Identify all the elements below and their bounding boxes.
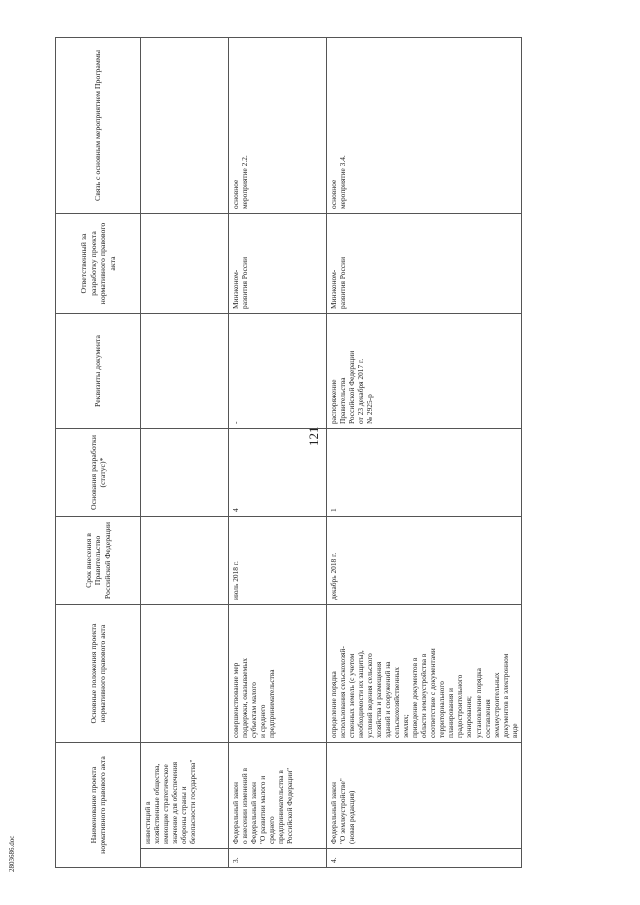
act-responsible: [141, 214, 229, 314]
act-provisions: совершенствование мер поддержки, оказываемых субъектам малого и среднего предпринимательства: [229, 605, 327, 743]
legislation-table: [55, 37, 522, 868]
act-requisites: -: [229, 314, 327, 429]
header-basis: Основания разработки (статус)*: [56, 429, 141, 517]
row-number: 3.: [229, 849, 327, 868]
act-responsible: Минэконом- развития России: [229, 214, 327, 314]
act-deadline: [141, 517, 229, 605]
act-program-link: основное мероприятие 3.4.: [327, 38, 522, 214]
header-requisites: Реквизиты документа: [56, 314, 141, 429]
act-basis: 1: [327, 429, 522, 517]
header-link: Связь с основным мероприятием Программы: [56, 38, 141, 214]
header-responsible: Ответственный за разработку проекта нормативного правового акта: [56, 214, 141, 314]
act-deadline: июль 2018 г.: [229, 517, 327, 605]
page-number: 121: [306, 426, 321, 446]
act-provisions: [141, 605, 229, 743]
act-requisites: распоряжение Правительства Российской Федерации от 23 декабря 2017 г. № 2925-р: [327, 314, 522, 429]
act-basis: 4: [229, 429, 327, 517]
footer-code: 2803686.doc: [8, 835, 16, 872]
header-name: Наименование проекта нормативного правового акта: [56, 743, 141, 868]
act-name: Федеральный закон о внесении изменений в Федеральный закон "О развитии малого и среднего предпринимательства в Российской Федерации": [229, 743, 327, 849]
act-requisites: [141, 314, 229, 429]
table-row: [229, 38, 327, 868]
table-row: [327, 38, 522, 868]
table-header-row: [56, 38, 141, 868]
document-sheet: [55, 38, 588, 868]
table-row: [141, 38, 229, 868]
act-program-link: основное мероприятие 2.2.: [229, 38, 327, 214]
act-basis: [141, 429, 229, 517]
row-number: 4.: [327, 849, 522, 868]
header-deadline: Срок внесения в Правительство Российской Федерации: [56, 517, 141, 605]
act-name: Федеральный закон "О землеустройстве" (новая редакция): [327, 743, 522, 849]
row-number: [141, 849, 229, 868]
header-provisions: Основные положения проекта нормативного правового акта: [56, 605, 141, 743]
act-name: инвестиций в хозяйственные общества, имеющие стратегическое значение для обеспечения обороны страны и безопасности государства": [141, 743, 229, 849]
act-provisions: определение порядка использования сельскохозяй- ственных земель (с учетом необходимости их защиты), условий ведения сельского хозяйства и размещения зданий и сооружений на сельскохозяйственных землях; приведение документов в области землеустройства в соответствие с документами территориального планирования и градостроительного зонирования; установление порядка составления землеустроительных документов в электронном виде: [327, 605, 522, 743]
act-responsible: Минэконом- развития России: [327, 214, 522, 314]
act-deadline: декабрь 2018 г.: [327, 517, 522, 605]
act-program-link: [141, 38, 229, 214]
